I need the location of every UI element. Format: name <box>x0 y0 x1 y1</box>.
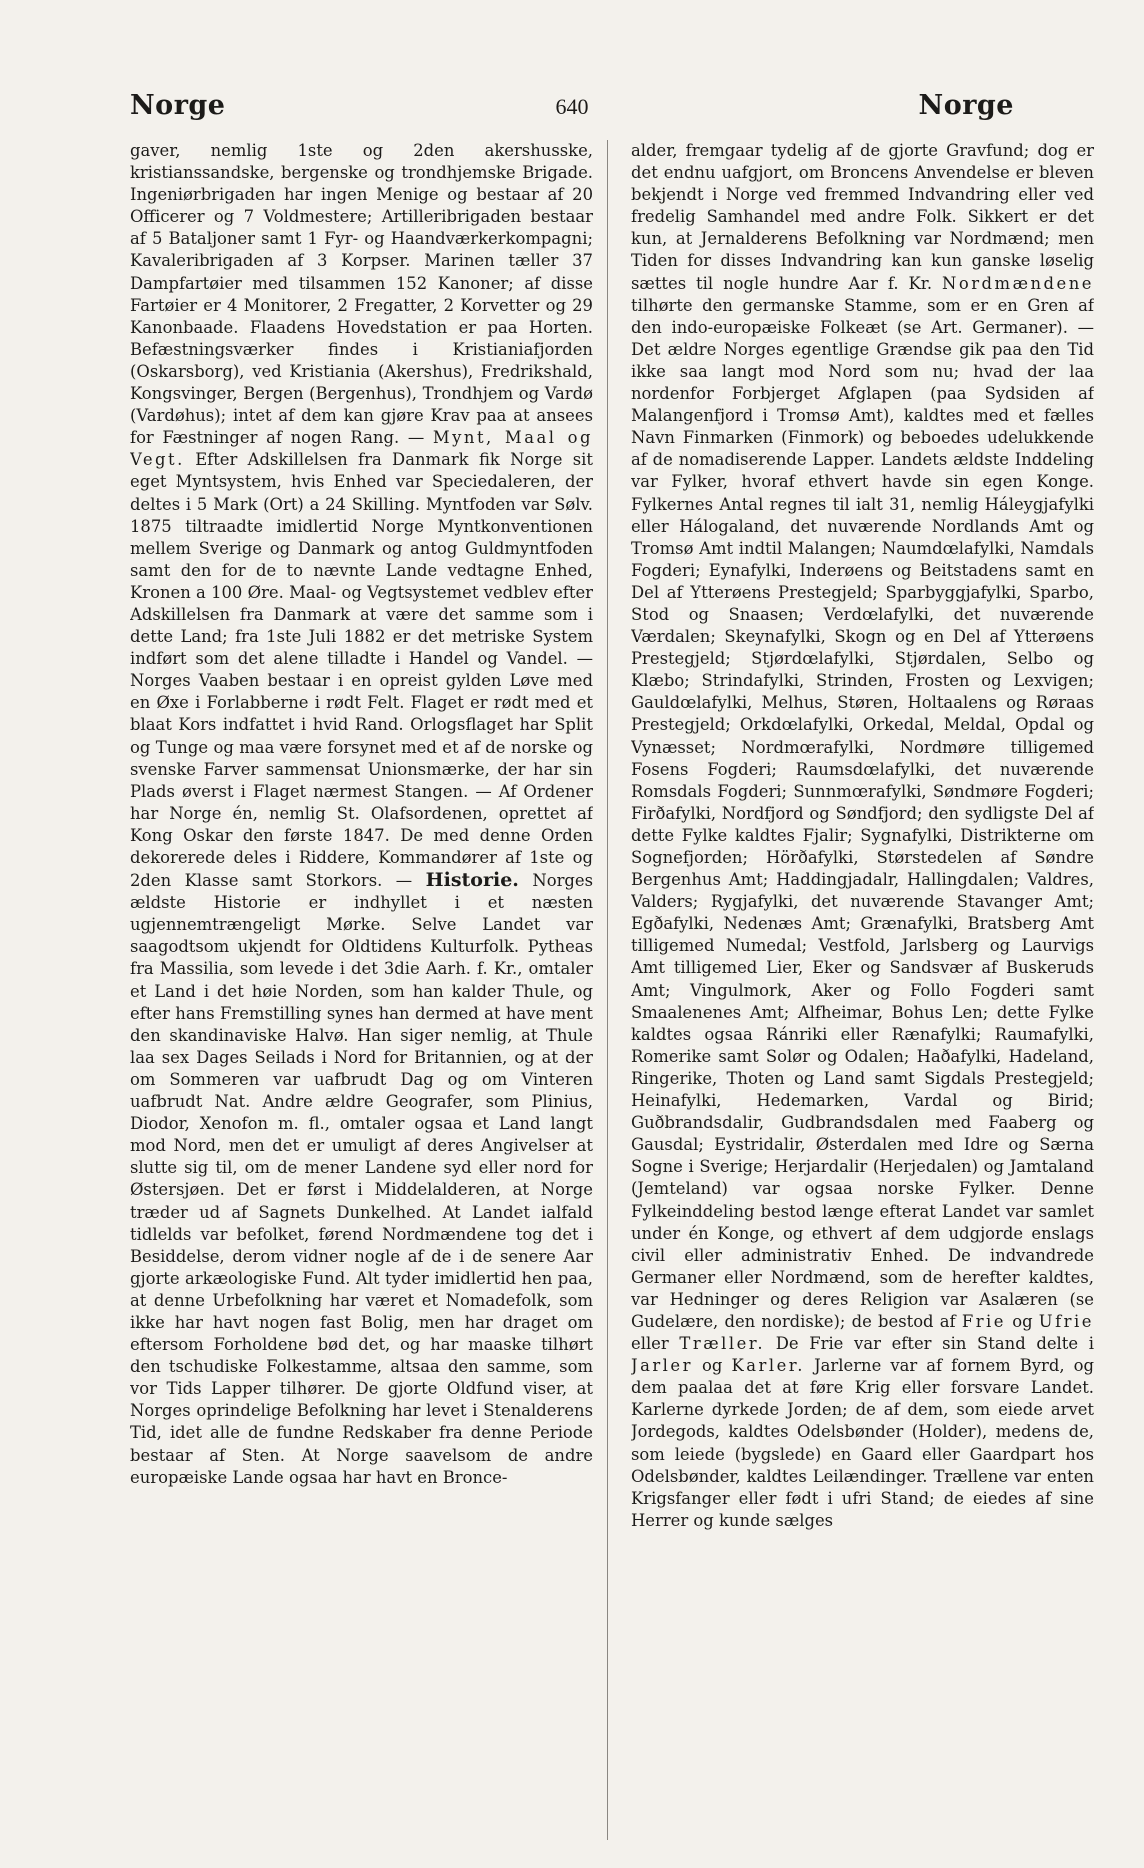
nordmaend-heading: Nordmændene <box>942 273 1094 293</box>
mynt-heading: Mynt, Maal og Vegt. <box>130 428 593 470</box>
eller-word: eller <box>631 1334 669 1354</box>
historie-paragraph: Norges ældste Historie er indhyllet i et næsten ugjennemtrængeligt Mørke. Selve Landet var saagodtsom ukjendt for Oldtidens Kulturfolk. Pytheas fra Massilia, som levede i det 3die Aarh. f. Kr., omtaler et Land i det høie Norden, som han kalder Thule, og efter hans Fremstilling synes han dermed at have ment den skandinaviske Halvø. Han siger nemlig, at Thule laa sex Dages Seilads i Nord for Britannien, og at der om Sommeren var uafbrudt Dag og om Vinteren uafbrudt Nat. Andre ældre Geografer, som Plinius, Diodor, Xenofon m. fl., omtaler ogsaa et Land langt mod Nord, men det er umuligt af deres Angivelser at slutte sig til, om de mener Landene syd eller nord for Østersjøen. Det er først i Middelalderen, at Norge træder ud af Sagnets Dunkelhed. At Landet ialfald tidlelds var befolket, førend Nordmændene tog det i Besiddelse, derom vidner nogle af de i de senere Aar gjorte arkæologiske Fund. Alt tyder imidlertid hen paa, at denne Urbefolkning har været et Nomadefolk, som ikke har havt nogen fast Bolig, men har draget om eftersom Forholdene bød det, og har maaske tilhørt den tschudiske Folkestamme, altsaa den samme, som vor Tids Lapper tilhører. De gjorte Oldfund viser, at Norges oprindelige Befolkning har levet i Stenalderens Tid, idet alle de fundne Redskaber fra denne Periode bestaar af Sten. At Norge saavelsom de andre europæiske Lande ogsaa har havt en Bronce- <box>130 871 593 1487</box>
right-column-text <box>631 140 1094 1532</box>
fylker-paragraph: tilhørte den germanske Stamme, som er en Gren af den indo-europæiske Folkeæt (se Art. Germaner). — Det ældre Norges egentlige Grændse gik paa den Tid ikke saa langt mod Nord som nu; hvad der laa nordenfor Forbjerget Afglapen (paa Sydsiden af Malangenfjord i Tromsø Amt), kaldtes med et fælles Navn Finmarken (Finmork) og beboedes udelukkende af de nomadiserende Lapper. Landets ældste Inddeling var Fylker, hvoraf ethvert havde sin egen Konge. Fylkernes Antal regnes til ialt 31, nemlig Háleygjafylki eller Hálogaland, det nuværende Nordlands Amt og Tromsø Amt indtil Malangen; Naumdœlafylki, Namdals Fogderi; Eynafylki, Inderøens og Beitstadens samt en Del af Ytterøens Prestegjeld; Sparbyggjafylki, Sparbo, Stod og Snaasen; Verdœlafylki, det nuværende Værdalen; Skeynafylki, Skogn og en Del af Ytterøens Prestegjeld; Stjørdœlafylki, Stjørdalen, Selbo og Klæbo; Strindafylki, Strinden, Frosten og Lexvigen; Gauldœlafylki, Melhus, Støren, Holtaalens og Røraas Prestegjeld; Orkdœlafylki, Orkedal, Meldal, Opdal og Vynæsset; Nordmœrafylki, Nordmøre tilligemed Fosens Fogderi; Raumsdœlafylki, det nuværende Romsdals Fogderi; Sunnmœrafylki, Søndmøre Fogderi; Firðafylki, Nordfjord og Søndfjord; den sydligste Del af dette Fylke kaldtes Fjalir; Sygnafylki, Distrikterne om Sognefjorden; Hörðafylki, Størstedelen af Søndre Bergenhus Amt; Haddingjadalr, Hallingdalen; Valdres, Valders; Rygjafylki, det nuværende Stavanger Amt; Egðafylki, Nedenæs Amt; Grænafylki, Bratsberg Amt tilligemed Numedal; Vestfold, Jarlsberg og Laurvigs Amt tilligemed Lier, Eker og Sandsvær af Buskeruds Amt; Vingulmork, Aker og Follo Fogderi samt Smaalenenes Amt; Alfheimar, Bohus Len; dette Fylke kaldtes ogsaa Ránriki eller Rænafylki; Raumafylki, Romerike samt Solør og Odalen; Haðafylki, Hadeland, Ringerike, Thoten og Land samt Sigdals Prestegjeld; Heinafylki, Hedemarken, Vardal og Birid; Guðbrandsdalir, Gudbrandsdalen med Faaberg og Gausdal; Eystridalir, Østerdalen med Idre og Særna Sogne i Sverige; Herjardalir (Herjedalen) og Jamtaland (Jemteland) var ogsaa norske Fylker. Denne Fylkeinddeling bestod længe efterat Landet var samlet under én Konge, og ethvert af dem udgjorde enslags civil eller administrativ Enhed. De indvandrede Germaner eller Nordmænd, som de herefter kaldtes, var Hedninger og deres Religion var Asalæren (se Gudelære, den nordiske); de bestod af <box>631 295 1094 1331</box>
society-paragraph: Jarlerne var af fornem Byrd, og dem paalaa det at føre Krig eller forsvare Landet. Karlerne dyrkede Jorden; de af dem, som eiede arvet Jordegods, kaldtes Odelsbønder (Holder), medens de, som leiede (bygslede) en Gaard eller Gaardpart hos Odelsbønder, kaldtes Leilændinger. Trællene var enten Krigsfanger eller født i ufri Stand; de eiedes af sine Herrer og kunde sælges <box>631 1356 1094 1530</box>
right-running-head: Norge <box>918 90 1014 121</box>
jarler-term: Jarler <box>631 1356 693 1376</box>
frie-term: Frie <box>961 1311 1006 1331</box>
military-paragraph: gaver, nemlig 1ste og 2den akershusske, kristianssandske, bergenske og trondhjemske Brigade. Ingeniørbrigaden har ingen Menige og bestaar af 20 Officerer og 7 Voldmestere; Artilleribrigaden bestaar af 5 Bataljoner samt 1 Fyr- og Haandværkerkompagni; Kavaleribrigaden af 3 Korpser. Marinen tæller 37 Dampfartøier med tilsammen 152 Kanoner; af disse Fartøier er 4 Monitorer, 2 Fregatter, 2 Korvetter og 29 Kanonbaade. Flaadens Hovedstation er paa Horten. Befæstningsværker findes i Kristianiafjorden (Oskarsborg), ved Kristiania (Akershus), Fredrikshald, Kongsvinger, Bergen (Bergenhus), Trondhjem og Vardø (Vardøhus); intet af dem kan gjøre Krav paa at ansees for Fæstninger af nogen Rang. — <box>130 141 593 448</box>
column-divider <box>607 140 608 1840</box>
left-column <box>130 140 593 1840</box>
left-column-text <box>130 140 593 1489</box>
og-word-2: og <box>702 1356 723 1376</box>
right-column <box>631 140 1094 1840</box>
page-header <box>130 90 1014 130</box>
page-number: 640 <box>555 94 589 119</box>
mynt-paragraph: Efter Adskillelsen fra Danmark fik Norge sit eget Myntsystem, hvis Enhed var Speciedaleren, der deltes i 5 Mark (Ort) a 24 Skilling. Myntfoden var Sølv. 1875 tiltraadte imidlertid Norge Myntkonventionen mellem Sverige og Danmark og antog Guldmyntfoden samt den for de to nævnte Lande vedtagne Enhed, Kronen a 100 Øre. Maal- og Vegtsystemet vedblev efter Adskillelsen fra Danmark at være det samme som i dette Land; fra 1ste Juli 1882 er det metriske System indført som det alene tilladte i Handel og Vandel. — Norges Vaaben bestaar i en opreist gylden Løve med en Øxe i Forlabberne i rødt Felt. Flaget er rødt med et blaat Kors indfattet i hvid Rand. Orlogsflaget har Split og Tunge og maa være forsynet med et af de norske og svenske Farver sammensat Unionsmærke, der har sin Plads øverst i Flaget nærmest Stangen. — Af Ordener har Norge én, nemlig St. Olafsordenen, oprettet af Kong Oskar den første 1847. De med denne Orden dekorerede deles i Riddere, Kommandører af 1ste og 2den Klasse samt Storkors. — <box>130 450 593 891</box>
traelle-term: Træller. <box>679 1334 766 1354</box>
og-word-1: og <box>1012 1311 1033 1331</box>
frie-stand-text: De Frie var efter sin Stand delte i <box>775 1334 1094 1354</box>
left-running-head: Norge <box>130 90 226 121</box>
bronze-paragraph: alder, fremgaar tydelig af de gjorte Gravfund; dog er det endnu uafgjort, om Broncens Anvendelse er bleven bekjendt i Norge ved fremmed Indvandring eller ved fredelig Samhandel med andre Folk. Sikkert er det kun, at Jernalderens Befolkning var Nordmænd; men Tiden for disses Indvandring kan kun ganske løselig sættes til nogle hundre Aar f. Kr. <box>631 141 1094 293</box>
ufrie-term: Ufrie <box>1038 1311 1094 1331</box>
historie-heading: Historie. <box>425 869 519 892</box>
karler-term: Karler. <box>731 1356 806 1376</box>
